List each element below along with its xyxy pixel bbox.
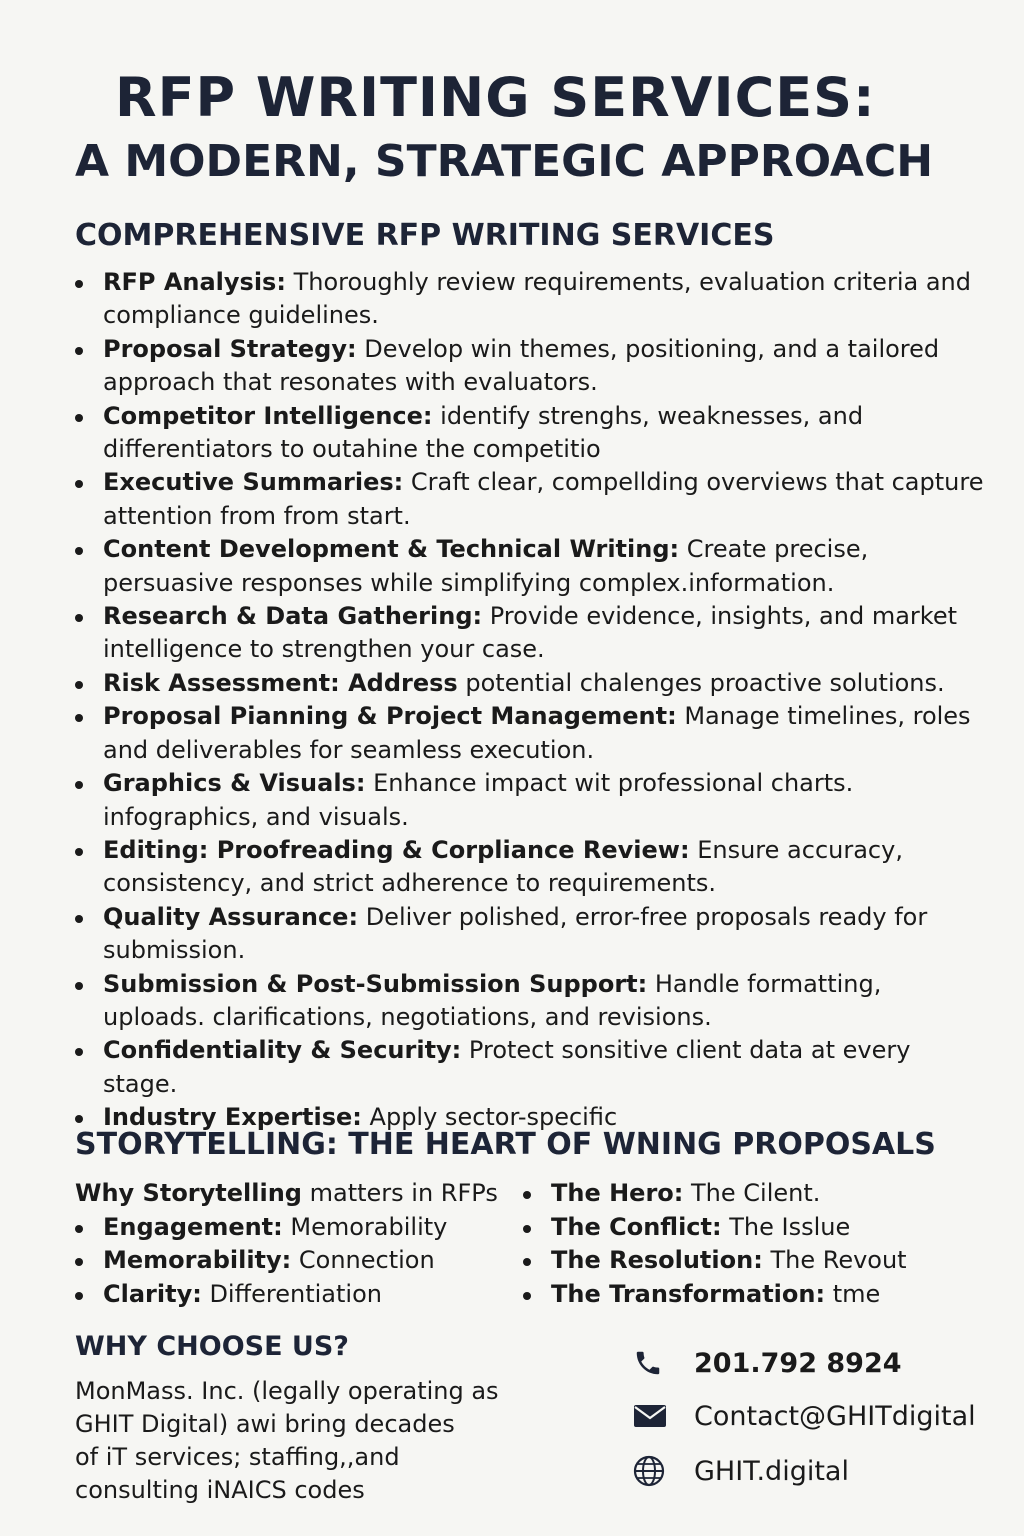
list-item [75,667,985,700]
item-term: Clarity: [103,1279,202,1308]
item-term: Industry Expertise: [103,1103,362,1132]
item-text: Deliver polished, error-free proposals ready for submission. [103,902,928,965]
bullet-icon [75,714,83,722]
item-text: Enhance impact wit professional charts. infographics, and visuals. [103,769,854,831]
bullet-icon [75,480,83,488]
item-term: Engagement: [103,1212,283,1241]
item-term: Proposal Strategy: [103,334,357,363]
bullet-icon [75,681,83,689]
list-item [75,1278,515,1312]
item-term: Graphics & Visuals: [103,769,366,798]
services-list [75,266,985,1135]
item-term: Proposal Pianning & Project Management: [103,702,677,731]
item-term: Memorability: [103,1246,292,1275]
envelope-icon [633,1398,673,1434]
item-text: potential chalenges proactive solutions. [465,668,945,697]
item-term: Confidentiality & Security: [103,1036,462,1065]
globe-icon [633,1453,673,1489]
list-item [523,1211,963,1245]
contact-phone[interactable] [633,1345,902,1381]
bullet-icon [75,781,83,789]
list-item [75,533,985,600]
bullet-icon [75,1048,83,1056]
bullet-icon [523,1258,531,1266]
item-term: The Conflict: [551,1212,722,1241]
list-item [75,466,985,533]
bullet-icon [75,614,83,622]
list-item [523,1177,963,1211]
item-text: The Revout [770,1246,907,1275]
item-text: Handle formatting, uploads. clarifications, negotiations, and revisions. [103,969,882,1031]
item-text: Create precise, persuasive responses while simplifying complex.information. [103,535,869,597]
bullet-icon [75,915,83,923]
list-item [523,1244,963,1278]
list-item [75,767,985,834]
bullet-icon [75,547,83,555]
item-text: Differentiation [209,1279,382,1308]
item-text: Connection [298,1246,435,1275]
storytelling-structure-list [523,1177,963,1311]
item-text: Develop win themes, positioning, and a tailored approach that resonates with evaluators. [103,334,940,397]
item-term: Executive Summaries: [103,468,404,497]
list-item [75,700,985,767]
contact-website[interactable] [633,1453,849,1489]
item-text: The Cilent. [691,1179,821,1207]
page-title: RFP WRITING SERVICES: [115,66,876,129]
item-term: Submission & Post-Submission Support: [103,969,648,998]
item-text: Craft clear, compellding overviews that capture attention from from start. [103,468,984,530]
bullet-icon [75,1258,83,1266]
storytelling-why-list [75,1177,515,1311]
list-item [523,1278,963,1312]
why-choose-heading: WHY CHOOSE US? [75,1331,349,1362]
item-text: Memorability [290,1212,448,1241]
bullet-icon [75,848,83,856]
item-text: Apply sector-specific [369,1103,618,1132]
item-term: RFP Analysis: [103,268,286,296]
item-term: Research & Data Gathering: [103,602,483,631]
bullet-icon [75,1292,83,1300]
storytelling-intro [75,1177,515,1211]
item-term: Risk Assessment: Address [103,668,458,697]
bullet-icon [523,1191,531,1199]
contact-email[interactable] [633,1398,976,1434]
phone-number: 201.792 8924 [694,1347,902,1379]
item-text: identify strenghs, weaknesses, and differentiators to outahine the competitio [103,401,864,464]
item-term: Why Storytelling [75,1179,302,1207]
list-item [75,901,985,968]
item-text: Provide evidence, insights, and market intelligence to strengthen your case. [103,602,958,664]
item-text: Protect sonsitive client data at every stage. [103,1036,911,1098]
services-heading: COMPREHENSIVE RFP WRITING SERVICES [75,218,775,253]
item-text: Manage timelines, roles and deliverables for seamless execution. [103,702,971,764]
why-choose-text: MonMass. Inc. (legally operating as GHIT Digital) awi bring decades of iT services; staffing,,and consulting iNAICS codes [75,1377,499,1504]
item-text: tme [832,1279,881,1308]
website-url: GHIT.digital [694,1455,849,1487]
bullet-icon [75,280,83,288]
list-item [75,1211,515,1245]
email-address: Contact@GHITdigital [694,1400,976,1432]
item-term: Content Development & Technical Writing: [103,535,680,564]
item-text: Thoroughly review requirements, evaluation criteria and compliance guidelines. [103,268,971,330]
list-item [75,600,985,667]
bullet-icon [75,1115,83,1123]
bullet-icon [75,347,83,355]
item-term: The Hero: [551,1179,684,1207]
item-term: Quality Assurance: [103,902,359,931]
item-term: Editing: Proofreading & Corpliance Review: [103,835,690,864]
list-item [75,834,985,901]
item-term: The Transformation: [551,1279,826,1308]
list-item [75,968,985,1035]
item-text: Ensure accuracy, consistency, and strict adherence to requirements. [103,835,903,898]
bullet-icon [75,414,83,422]
bullet-icon [75,982,83,990]
item-term: Competitor Intelligence: [103,401,433,430]
list-item [75,1034,985,1101]
list-item [75,333,985,400]
item-text: The Isslue [729,1212,851,1241]
item-text: matters in RFPs [309,1179,498,1207]
item-term: The Resolution: [551,1246,763,1275]
list-item [75,1244,515,1278]
storytelling-heading: STORYTELLING: THE HEART OF WNING PROPOSALS [75,1127,936,1162]
list-item [75,266,985,333]
bullet-icon [523,1292,531,1300]
page-subtitle: A MODERN, STRATEGIC APPROACH [75,136,934,187]
list-item [75,400,985,467]
bullet-icon [75,1225,83,1233]
bullet-icon [523,1225,531,1233]
phone-icon [633,1345,673,1381]
